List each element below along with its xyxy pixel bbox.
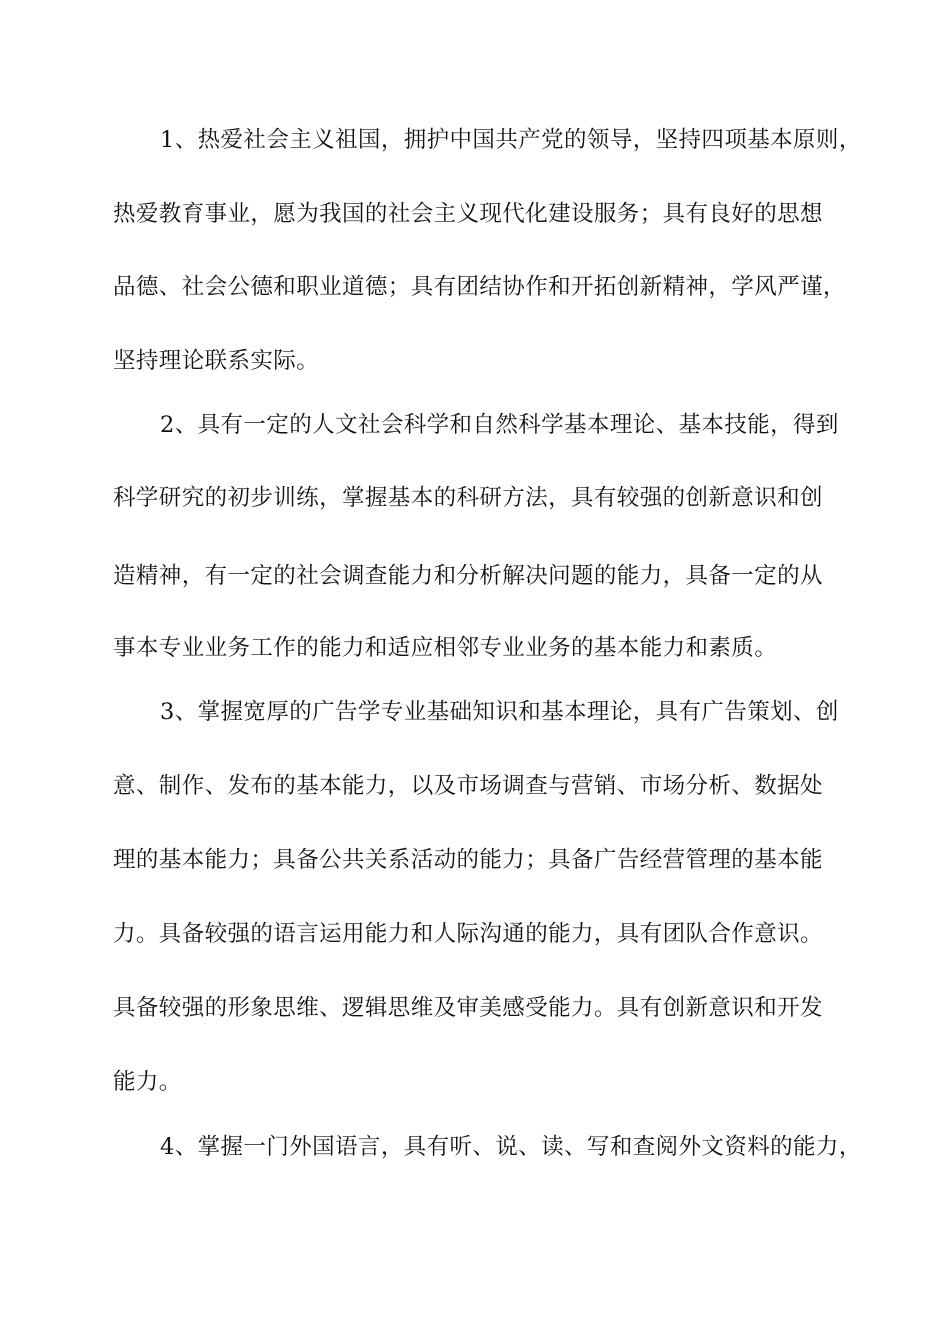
paragraph-4-line-1: 4、掌握一门外国语言，具有听、说、读、写和查阅外文资料的能力， — [160, 1134, 862, 1160]
paragraph-2-line-2: 科学研究的初步训练，掌握基本的科研方法，具有较强的创新意识和创 — [113, 485, 823, 511]
paragraph-3-line-3: 理的基本能力；具备公共关系活动的能力；具备广告经营管理的基本能 — [113, 847, 823, 873]
paragraph-1-line-1: 1、热爱社会主义祖国，拥护中国共产党的领导，坚持四项基本原则， — [160, 127, 862, 153]
paragraph-1-line-4: 坚持理论联系实际。 — [113, 348, 320, 374]
paragraph-1-line-2: 热爱教育事业，愿为我国的社会主义现代化建设服务；具有良好的思想 — [113, 201, 823, 227]
paragraph-3-line-1: 3、掌握宽厚的广告学专业基础知识和基本理论，具有广告策划、创 — [160, 699, 839, 725]
paragraph-3-line-4: 力。具备较强的语言运用能力和人际沟通的能力，具有团队合作意识。 — [113, 921, 823, 947]
paragraph-3-line-6: 能力。 — [113, 1069, 182, 1095]
paragraph-3-line-2: 意、制作、发布的基本能力，以及市场调查与营销、市场分析、数据处 — [113, 773, 823, 799]
paragraph-2-line-1: 2、具有一定的人文社会科学和自然科学基本理论、基本技能，得到 — [160, 412, 839, 438]
paragraph-2-line-3: 造精神，有一定的社会调查能力和分析解决问题的能力，具备一定的从 — [113, 563, 823, 589]
paragraph-2-line-4: 事本专业业务工作的能力和适应相邻专业业务的基本能力和素质。 — [113, 635, 778, 661]
paragraph-1-line-3: 品德、社会公德和职业道德；具有团结协作和开拓创新精神，学风严谨， — [113, 274, 846, 300]
paragraph-3-line-5: 具备较强的形象思维、逻辑思维及审美感受能力。具有创新意识和开发 — [113, 995, 823, 1021]
